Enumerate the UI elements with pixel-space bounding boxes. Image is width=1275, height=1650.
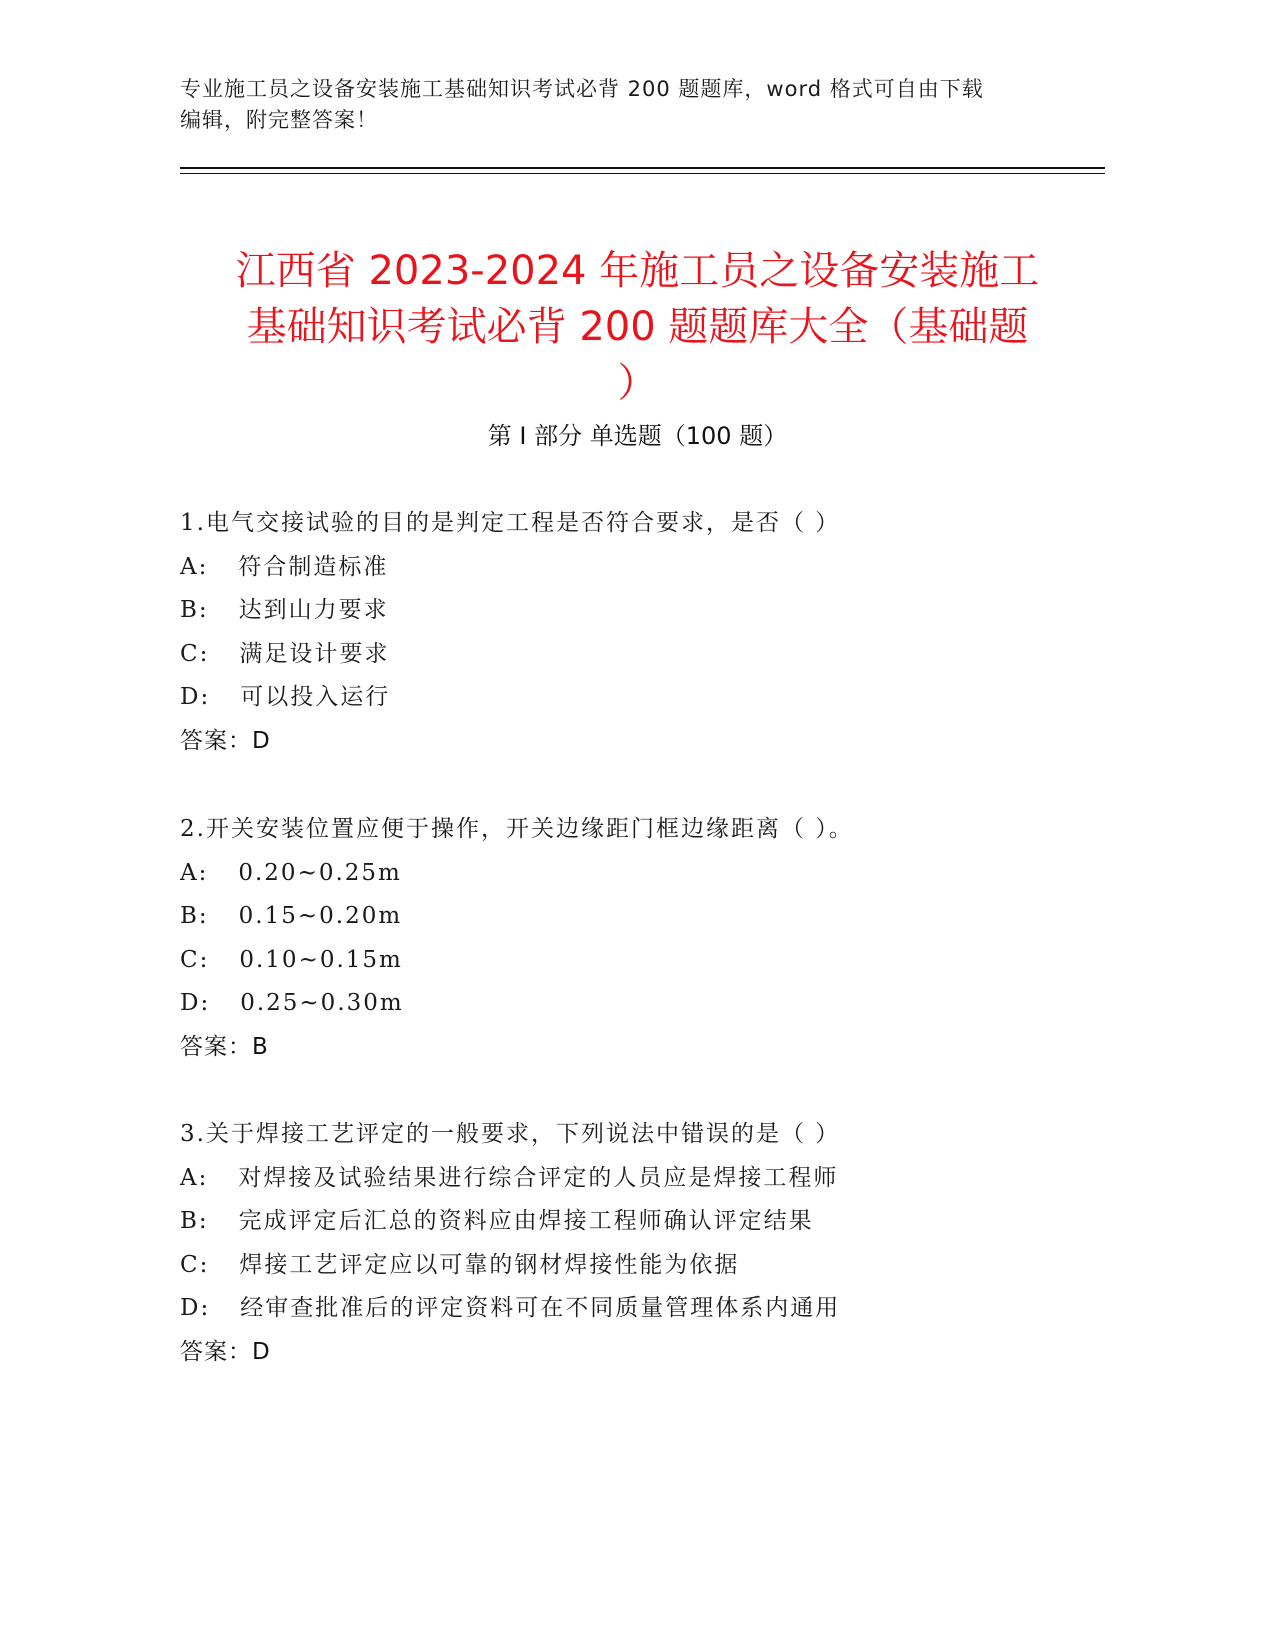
question-1 bbox=[180, 502, 1100, 763]
option-b bbox=[180, 895, 1100, 939]
answer-line: 答案：D bbox=[180, 1338, 271, 1365]
option-letter: B: bbox=[180, 903, 209, 929]
option-text: 符合制造标准 bbox=[238, 553, 389, 580]
option-text: 0.25~0.30m bbox=[240, 990, 404, 1016]
option-c bbox=[180, 633, 1100, 677]
option-c bbox=[180, 939, 1100, 983]
option-text: 焊接工艺评定应以可靠的钢材焊接性能为依据 bbox=[239, 1251, 740, 1278]
option-d bbox=[180, 1287, 1100, 1331]
option-b bbox=[180, 589, 1100, 633]
option-letter: D: bbox=[180, 1295, 211, 1321]
section-heading: 第 I 部分 单选题（100 题） bbox=[487, 422, 788, 450]
document-title-line-3: ） bbox=[617, 359, 658, 406]
document-title bbox=[180, 243, 1095, 411]
option-letter: C: bbox=[180, 640, 210, 667]
question-2 bbox=[180, 808, 1100, 1069]
option-d bbox=[180, 982, 1100, 1026]
option-a bbox=[180, 546, 1100, 590]
option-text: 达到山力要求 bbox=[238, 597, 389, 623]
header-note bbox=[180, 74, 1100, 136]
option-letter: C: bbox=[180, 946, 210, 973]
option-text: 0.15~0.20m bbox=[238, 903, 403, 929]
question-stem: 1.电气交接试验的目的是判定工程是否符合要求，是否（ ） bbox=[180, 510, 841, 536]
option-text: 完成评定后汇总的资料应由焊接工程师确认评定结果 bbox=[238, 1208, 814, 1234]
option-letter: C: bbox=[180, 1251, 210, 1278]
header-rule-thin bbox=[180, 173, 1105, 174]
option-letter: A: bbox=[180, 859, 209, 886]
question-stem: 2.开关安装位置应便于操作，开关边缘距门框边缘距离（ ）。 bbox=[180, 816, 854, 842]
option-text: 可以投入运行 bbox=[240, 684, 391, 710]
answer-line: 答案：D bbox=[180, 727, 271, 754]
answer-line: 答案：B bbox=[180, 1033, 269, 1060]
option-letter: A: bbox=[180, 1164, 209, 1191]
option-text: 满足设计要求 bbox=[239, 640, 390, 667]
option-letter: B: bbox=[180, 1208, 209, 1234]
option-letter: D: bbox=[180, 990, 211, 1016]
option-text: 对焊接及试验结果进行综合评定的人员应是焊接工程师 bbox=[238, 1164, 839, 1191]
option-c bbox=[180, 1244, 1100, 1288]
option-letter: B: bbox=[180, 597, 209, 623]
header-note-line-1: 专业施工员之设备安装施工基础知识考试必背 200 题题库，word 格式可自由下载 bbox=[180, 77, 984, 101]
option-text: 经审查批准后的评定资料可在不同质量管理体系内通用 bbox=[240, 1295, 841, 1321]
option-d bbox=[180, 676, 1100, 720]
question-stem: 3.关于焊接工艺评定的一般要求，下列说法中错误的是（ ） bbox=[180, 1121, 841, 1147]
header-note-line-2: 编辑，附完整答案！ bbox=[180, 108, 378, 132]
option-a bbox=[180, 1157, 1100, 1201]
option-b bbox=[180, 1200, 1100, 1244]
option-a bbox=[180, 852, 1100, 896]
document-title-line-1: 江西省 2023-2024 年施工员之设备安装施工 bbox=[235, 247, 1040, 294]
option-letter: D: bbox=[180, 684, 211, 710]
option-text: 0.20~0.25m bbox=[238, 859, 402, 886]
option-letter: A: bbox=[180, 553, 209, 580]
question-3 bbox=[180, 1113, 1100, 1374]
document-title-line-2: 基础知识考试必背 200 题题库大全（基础题 bbox=[246, 303, 1029, 350]
option-text: 0.10~0.15m bbox=[239, 946, 403, 973]
header-rule-thick bbox=[180, 167, 1105, 169]
